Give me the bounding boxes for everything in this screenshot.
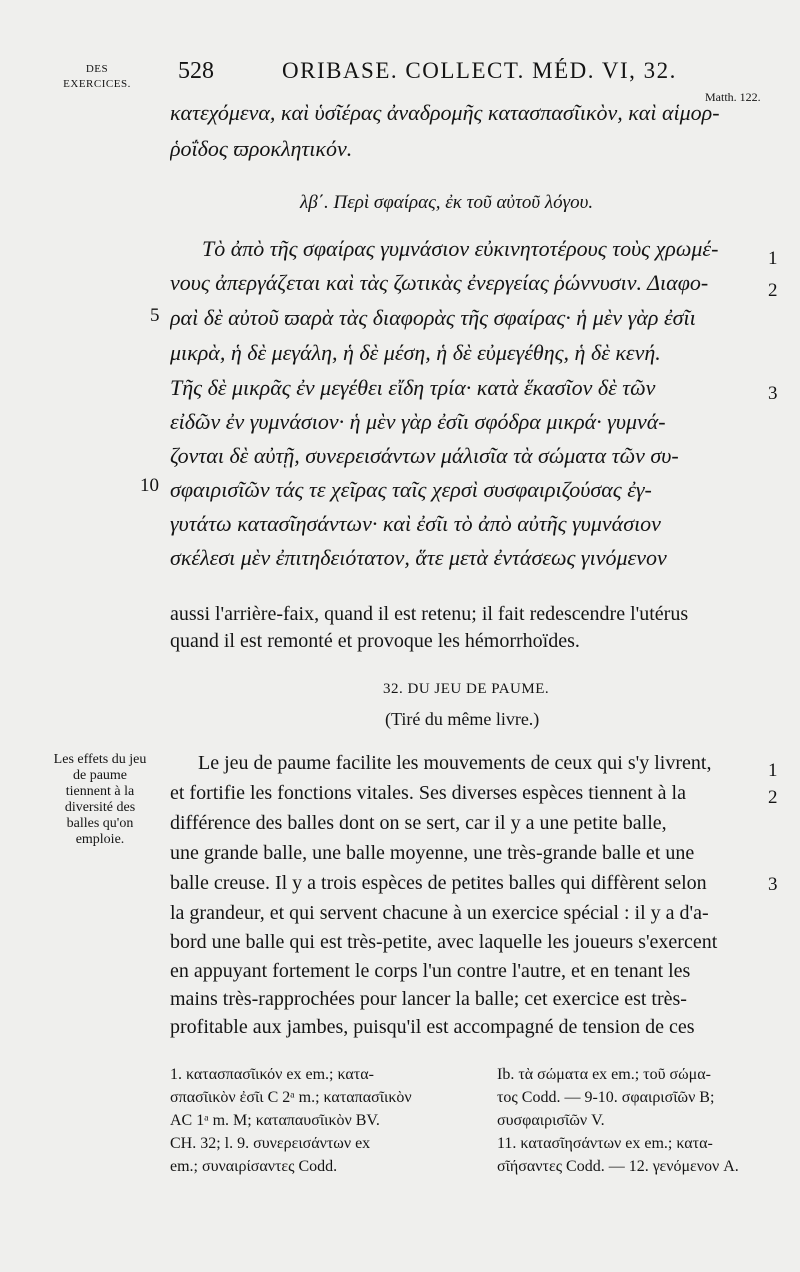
footnote-line: συσφαιρισῖῶν V. [497, 1112, 605, 1129]
french-section-title: 32. DU JEU DE PAUME. [383, 681, 550, 697]
french-line: une grande balle, une balle moyenne, une très-grande balle et une [170, 842, 695, 864]
greek-line: γυτάτω κατασῖησάντων· καὶ ἐσῖι τὸ ἀπὸ αὐτῆς γυμνάσιον [170, 511, 661, 536]
greek-margin-mark: 2 [768, 280, 778, 301]
french-line: et fortifie les fonctions vitales. Ses diverses espèces tiennent à la [170, 782, 686, 804]
french-line: profitable aux jambes, puisqu'il est accompagné de tension de ces [170, 1016, 695, 1038]
french-section-subtitle: (Tiré du même livre.) [385, 709, 540, 729]
footnote-line: 11. κατασῖησάντων ex em.; κατα- [497, 1135, 713, 1152]
greek-line: νους ἀπεργάζεται καὶ τὰς ζωτικὰς ἐνεργείας ῥώννυσιν. Διαφο- [170, 270, 709, 295]
greek-margin-mark: 1 [768, 248, 778, 269]
french-margin-mark: 2 [768, 787, 778, 808]
french-line: balle creuse. Il y a trois espèces de petites balles qui diffèrent selon [170, 872, 707, 894]
french-margin-mark: 1 [768, 760, 778, 781]
footnote-line: 1. κατασπασῖικόν ex em.; κατα- [170, 1066, 374, 1083]
greek-line: σφαιρισῖῶν τάς τε χεῖρας ταῖς χερσὶ συσφαιριζούσας ἐγ- [170, 477, 652, 502]
greek-line-number: 5 [150, 305, 160, 326]
greek-line: ζονται δὲ αὐτῇ, συνερεισάντων μάλισῖα τὰ σώματα τῶν συ- [170, 443, 679, 468]
footnote-line: em.; συναιρίσαντες Codd. [170, 1158, 338, 1175]
greek-line: ραὶ δὲ αὐτοῦ ϖαρὰ τὰς διαφορὰς τῆς σφαίρας· ἡ μὲν γὰρ ἐσῖι [170, 305, 696, 330]
french-margin-mark: 3 [768, 874, 778, 895]
french-line: mains très-rapprochées pour lancer la balle; cet exercice est très- [170, 988, 687, 1010]
greek-line: μικρὰ, ἡ δὲ μεγάλη, ἡ δὲ μέση, ἡ δὲ εὐμεγέθης, ἡ δὲ κενή. [170, 340, 661, 365]
greek-line: Τῆς δὲ μικρᾶς ἐν μεγέθει εἴδη τρία· κατὰ ἕκασῖον δὲ τῶν [170, 375, 656, 400]
french-line: en appuyant fortement le corps l'un contre l'autre, et en tenant les [170, 960, 691, 982]
reference-note: Matth. 122. [705, 90, 761, 104]
french-line: bord une balle qui est très-petite, avec laquelle les joueurs s'exercent [170, 931, 718, 953]
french-line: la grandeur, et qui servent chacune à un exercice spécial : il y a d'a- [170, 902, 709, 924]
greek-line: εἰδῶν ἐν γυμνάσιον· ἡ μὲν γὰρ ἐσῖι σφόδρα μικρά· γυμνά- [170, 409, 666, 434]
greek-line: Τὸ ἀπὸ τῆς σφαίρας γυμνάσιον εὐκινητοτέρους τοὺς χρωμέ- [202, 236, 719, 261]
footnotes-right [497, 1063, 767, 1178]
footnote-line: σῖήσαντες Codd. — 12. γενόμενον A. [497, 1158, 739, 1175]
margin-side-note: Les effets du jeu de paume tiennent à la diversité des balles qu'on emploie. [53, 752, 147, 847]
french-continuation-line: aussi l'arrière-faix, quand il est retenu; il fait redescendre l'utérus [170, 603, 689, 625]
french-continuation-line: quand il est remonté et provoque les hémorrhoïdes. [170, 630, 580, 652]
footnote-line: CH. 32; l. 9. συνερεισάντων ex [170, 1135, 371, 1152]
running-head: ORIBASE. COLLECT. MÉD. VI, 32. [282, 58, 677, 83]
footnotes-left [170, 1063, 470, 1178]
side-label: DES EXERCICES. [63, 63, 131, 90]
greek-continuation-line: κατεχόμενα, καὶ ὑσῖέρας ἀναδρομῆς κατασπασῖικὸν, καὶ αἱμορ- [170, 100, 720, 125]
footnote-line: Ib. τὰ σώματα ex em.; τοῦ σώμα- [497, 1066, 711, 1083]
greek-line: σκέλεσι μὲν ἐπιτηδειότατον, ἅτε μετὰ ἐντάσεως γινόμενον [170, 545, 667, 570]
page-number: 528 [178, 58, 214, 84]
footnote-line: AC 1ᵃ m. M; καταπαυσῖικὸν BV. [170, 1112, 380, 1129]
french-line: différence des balles dont on se sert, car il y a une petite balle, [170, 812, 667, 834]
greek-margin-mark: 3 [768, 383, 778, 404]
greek-line-number: 10 [140, 475, 159, 496]
footnote-line: σπασῖικὸν ἐσῖι C 2ᵃ m.; καταπασῖικὸν [170, 1089, 412, 1106]
greek-section-title: λβ΄. Περὶ σφαίρας, ἐκ τοῦ αὐτοῦ λόγου. [300, 192, 594, 213]
greek-continuation-line: ῥοΐδος ϖροκλητικόν. [170, 136, 353, 161]
french-line: Le jeu de paume facilite les mouvements de ceux qui s'y livrent, [198, 752, 712, 774]
footnote-line: τος Codd. — 9-10. σφαιρισῖῶν B; [497, 1089, 715, 1106]
